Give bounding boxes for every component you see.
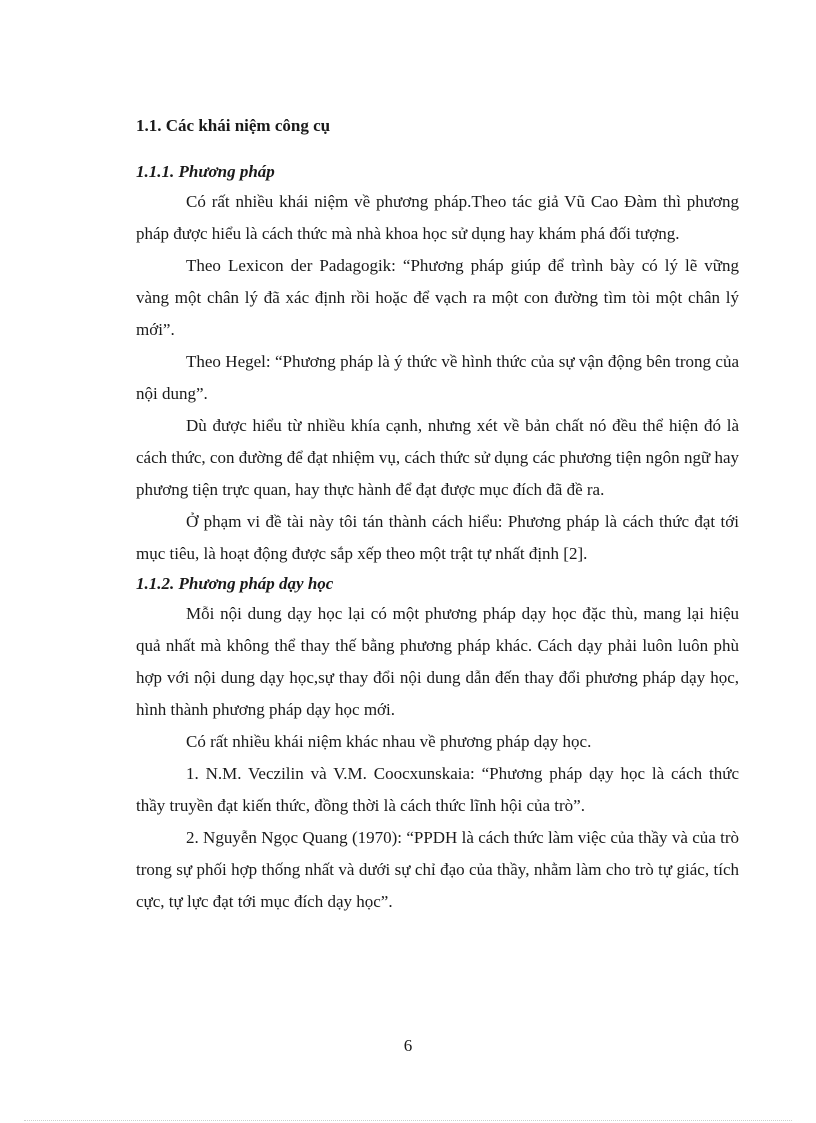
paragraph: Mỗi nội dung dạy học lại có một phương pháp dạy học đặc thù, mang lại hiệu quả nhất mà không thể thay thế bằng phương pháp khác. Cách dạy phải luôn luôn phù hợp với nội dung dạy học,sự thay đổi nội dung dẫn đến thay đổi phương pháp dạy học, hình thành phương pháp dạy học mới.	[136, 604, 739, 719]
paragraph: Có rất nhiều khái niệm khác nhau về phương pháp dạy học.	[186, 732, 592, 751]
subsection-title-phuong-phap: 1.1.1. Phương pháp	[136, 162, 275, 181]
paragraph: Có rất nhiều khái niệm về phương pháp.Theo tác giả Vũ Cao Đàm thì phương pháp được hiểu là cách thức mà nhà khoa học sử dụng hay khám phá đối tượng.	[136, 192, 739, 243]
page-bottom-divider	[24, 1120, 792, 1121]
paragraph: Theo Lexicon der Padagogik: “Phương pháp giúp để trình bày có lý lẽ vững vàng một chân lý đã xác định rồi hoặc để vạch ra một con đường tìm tòi một chân lý mới”.	[136, 256, 739, 339]
section-title: 1.1. Các khái niệm công cụ	[136, 116, 331, 135]
document-page	[136, 112, 739, 918]
paragraph: Theo Hegel: “Phương pháp là ý thức về hình thức của sự vận động bên trong của nội dung”.	[136, 352, 739, 403]
subsection-title-phuong-phap-day-hoc: 1.1.2. Phương pháp dạy học	[136, 574, 334, 593]
list-item: 2. Nguyễn Ngọc Quang (1970): “PPDH là cách thức làm việc của thầy và của trò trong sự phối hợp thống nhất và dưới sự chỉ đạo của thầy, nhằm làm cho trò tự giác, tích cực, tự lực đạt tới mục đích dạy học”.	[136, 828, 739, 911]
paragraph: Dù được hiểu từ nhiều khía cạnh, nhưng xét về bản chất nó đều thể hiện đó là cách thức, con đường để đạt nhiệm vụ, cách thức sử dụng các phương tiện ngôn ngữ hay phương tiện trực quan, hay thực hành để đạt được mục đích đã đề ra.	[136, 416, 739, 499]
list-item: 1. N.M. Veczilin và V.M. Coocxunskaia: “Phương pháp dạy học là cách thức thầy truyền đạt kiến thức, đồng thời là cách thức lĩnh hội của trò”.	[136, 764, 739, 815]
page-number: 6	[403, 1036, 413, 1055]
paragraph: Ở phạm vi đề tài này tôi tán thành cách hiểu: Phương pháp là cách thức đạt tới mục tiêu, là hoạt động được sắp xếp theo một trật tự nhất định [2].	[136, 512, 739, 563]
